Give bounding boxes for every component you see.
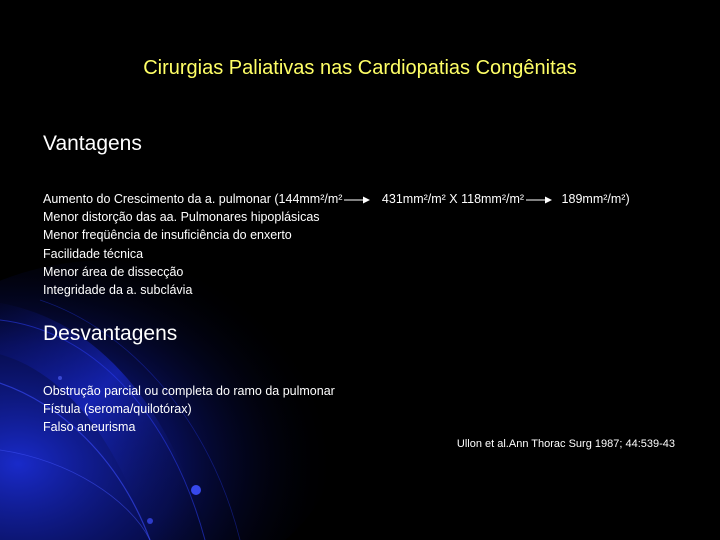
list-item: Menor freqüência de insuficiência do enxerto bbox=[43, 228, 292, 243]
list-item: Menor área de dissecção bbox=[43, 264, 184, 279]
list-item: Integridade da a. subclávia bbox=[43, 283, 193, 298]
list-item: Falso aneurisma bbox=[43, 420, 136, 435]
advantages-list bbox=[43, 190, 630, 299]
list-item: Menor distorção das aa. Pulmonares hipoplásicas bbox=[43, 210, 320, 225]
list-item: Fístula (seroma/quilotórax) bbox=[43, 402, 192, 417]
slide-title: Cirurgias Paliativas nas Cardiopatias Congênitas bbox=[143, 57, 577, 79]
growth-value-end: 189mm²/m²) bbox=[561, 192, 630, 206]
disadvantages-heading: Desvantagens bbox=[43, 322, 178, 345]
list-item-growth bbox=[43, 190, 630, 208]
citation: Ullon et al.Ann Thorac Surg 1987; 44:539-43 bbox=[456, 438, 675, 450]
growth-value-mid: 431mm²/m² X 118mm²/m² bbox=[381, 192, 525, 206]
list-item: Facilidade técnica bbox=[43, 246, 144, 261]
list-item: Obstrução parcial ou completa do ramo da pulmonar bbox=[43, 384, 335, 398]
disadvantages-list bbox=[43, 382, 335, 437]
right-arrow-icon bbox=[526, 196, 552, 204]
right-arrow-icon bbox=[344, 196, 370, 204]
advantages-heading: Vantagens bbox=[43, 132, 142, 155]
growth-label: Aumento do Crescimento da a. pulmonar (144mm²/m² bbox=[43, 192, 343, 206]
